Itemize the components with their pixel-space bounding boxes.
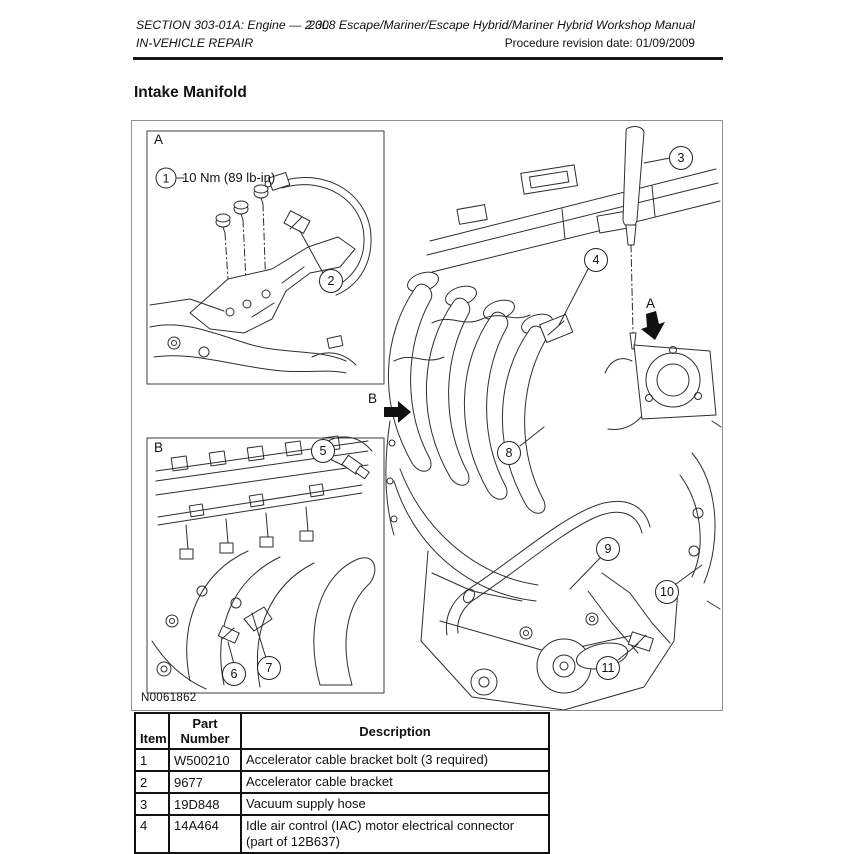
inset-a-label: A — [154, 132, 164, 147]
callout-2: 2 — [319, 269, 343, 293]
cell-item: 3 — [135, 793, 169, 815]
parts-table-row — [135, 749, 549, 771]
page-header-left — [136, 16, 329, 52]
inset-b-label: B — [154, 440, 164, 455]
procedure-title: Intake Manifold — [134, 84, 247, 101]
section-title: SECTION 303-01A: Engine — 2.3L — [136, 18, 329, 32]
parts-table-row — [135, 793, 549, 815]
drawing-number: N0061862 — [141, 692, 197, 704]
col-header-item: Item — [135, 713, 169, 749]
cell-description: Accelerator cable bracket — [241, 771, 549, 793]
cell-description: Idle air control (IAC) motor electrical connector (part of 12B637) — [241, 815, 549, 853]
cell-part-number: W500210 — [169, 749, 241, 771]
engine-line-art-svg — [132, 121, 722, 710]
page-header-right — [308, 16, 695, 52]
cell-description: Accelerator cable bracket bolt (3 required) — [241, 749, 549, 771]
parts-table-header-row — [135, 713, 549, 749]
cell-part-number: 14A464 — [169, 815, 241, 853]
torque-note: 10 Nm (89 lb-in) — [182, 170, 276, 185]
callout-5: 5 — [311, 439, 335, 463]
callout-9: 9 — [596, 537, 620, 561]
parts-table — [134, 712, 550, 854]
cell-part-number: 9677 — [169, 771, 241, 793]
intake-manifold-figure — [131, 120, 723, 711]
col-header-part-number: Part Number — [169, 713, 241, 749]
header-divider — [133, 57, 723, 60]
cell-part-number: 19D848 — [169, 793, 241, 815]
callout-4: 4 — [584, 248, 608, 272]
subsection-title: IN-VEHICLE REPAIR — [136, 36, 254, 50]
col-header-description: Description — [241, 713, 549, 749]
main-view-art — [384, 127, 721, 710]
cell-item: 2 — [135, 771, 169, 793]
parts-table-row — [135, 815, 549, 853]
callout-7: 7 — [257, 656, 281, 680]
callout-8: 8 — [497, 441, 521, 465]
cell-item: 4 — [135, 815, 169, 853]
revision-date: Procedure revision date: 01/09/2009 — [504, 36, 695, 50]
view-b-label: B — [368, 391, 378, 406]
cell-description: Vacuum supply hose — [241, 793, 549, 815]
callout-6: 6 — [222, 662, 246, 686]
callout-1: 1 — [156, 168, 177, 189]
callout-11: 11 — [596, 656, 620, 680]
cell-item: 1 — [135, 749, 169, 771]
callout-10: 10 — [655, 580, 679, 604]
parts-table-row — [135, 771, 549, 793]
inset-b-art — [152, 436, 375, 689]
view-a-label: A — [646, 296, 656, 311]
manual-title: 2008 Escape/Mariner/Escape Hybrid/Mariner Hybrid Workshop Manual — [308, 18, 695, 32]
callout-3: 3 — [669, 146, 693, 170]
parts-table-wrap — [134, 712, 550, 854]
